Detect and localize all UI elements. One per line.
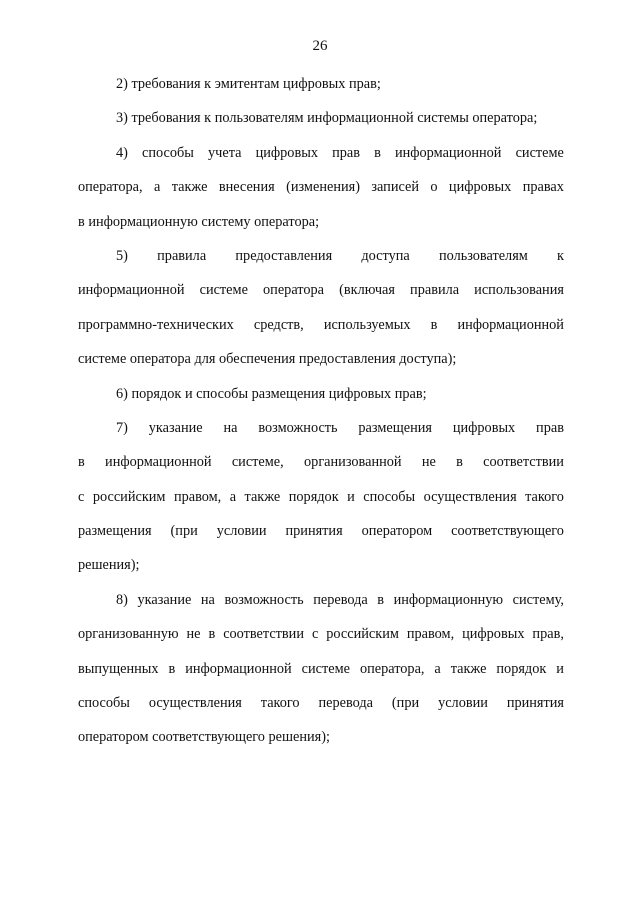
- text-line: размещения (при условии принятия оператором соответствующего: [78, 523, 564, 540]
- text-line: 4) способы учета цифровых прав в информационной системе: [116, 144, 564, 161]
- text-line: информационной системе оператора (включая правила использования: [78, 282, 564, 299]
- text-line: организованную не в соответствии с российским правом, цифровых прав,: [78, 626, 564, 643]
- text-line: оператора, а также внесения (изменения) записей о цифровых правах: [78, 179, 564, 196]
- text-line: в информационную систему оператора;: [78, 213, 320, 230]
- text-line: 3) требования к пользователям информационной системы оператора;: [116, 110, 538, 127]
- text-line: 6) порядок и способы размещения цифровых прав;: [116, 385, 427, 402]
- text-line: 7) указание на возможность размещения цифровых прав: [116, 419, 564, 436]
- text-line: выпущенных в информационной системе оператора, а также порядок и: [78, 660, 564, 677]
- text-line: системе оператора для обеспечения предоставления доступа);: [78, 351, 457, 368]
- document-body: [78, 67, 564, 755]
- page-number: 26: [312, 38, 328, 54]
- text-line: программно-технических средств, используемых в информационной: [78, 316, 564, 333]
- text-line: способы осуществления такого перевода (при условии принятия: [78, 695, 564, 712]
- text-line: с российским правом, а также порядок и способы осуществления такого: [78, 488, 564, 505]
- text-line: 5) правила предоставления доступа пользователям к: [116, 247, 564, 264]
- text-line: 8) указание на возможность перевода в информационную систему,: [116, 591, 564, 608]
- text-block: [78, 67, 564, 755]
- text-line: 2) требования к эмитентам цифровых прав;: [116, 76, 381, 92]
- text-line: в информационной системе, организованной не в соответствии: [78, 454, 564, 471]
- text-line: решения);: [78, 557, 140, 574]
- text-line: оператором соответствующего решения);: [78, 729, 330, 746]
